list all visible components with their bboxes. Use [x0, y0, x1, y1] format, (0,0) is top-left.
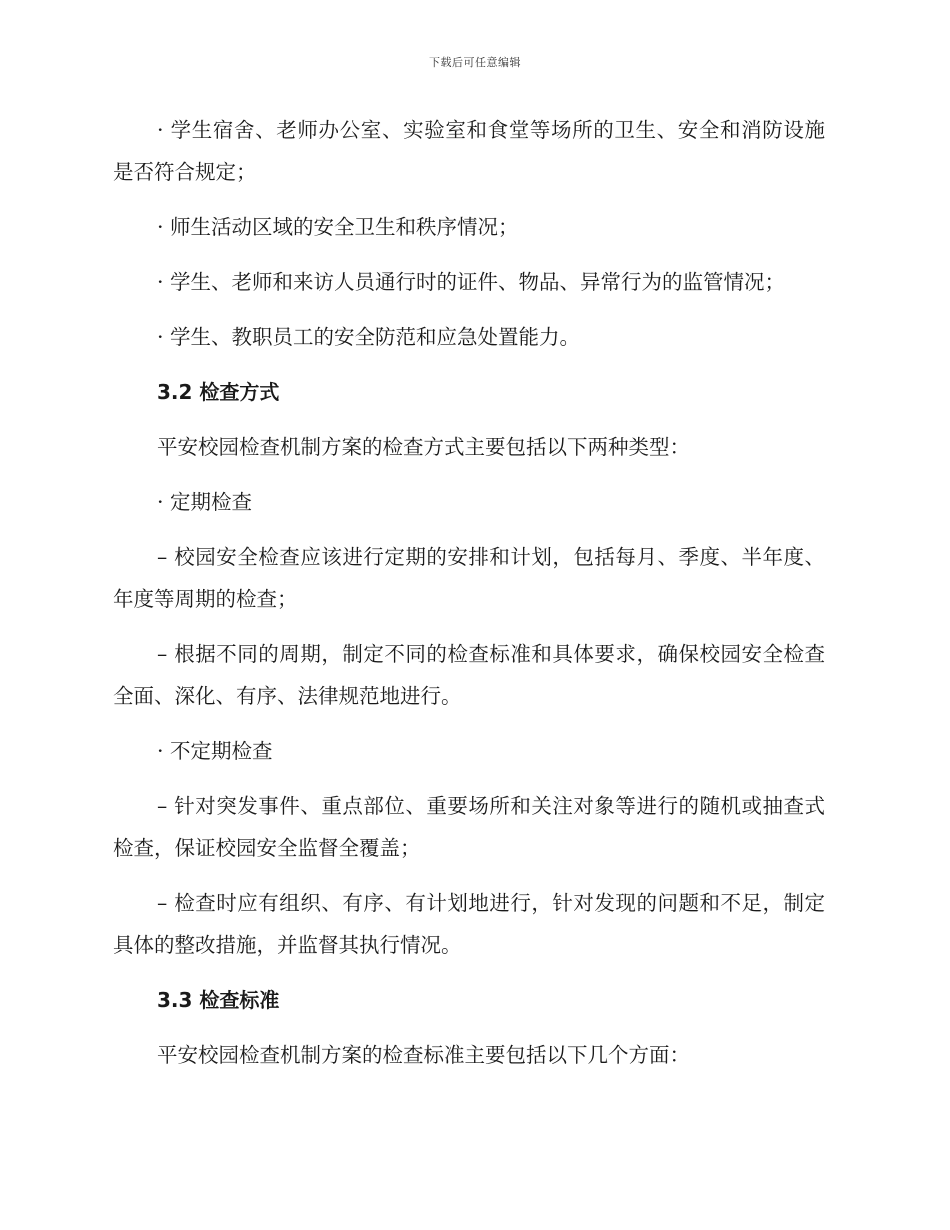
- page-header: 下载后可任意编辑: [429, 56, 521, 69]
- section-heading-3-3: 3.3 检查标准: [157, 988, 280, 1012]
- bullet-irregular-inspection: · 不定期检查: [157, 739, 273, 763]
- irregular-inspection-process: – 检查时应有组织、有序、有计划地进行，针对发现的问题和不足，制定具体的整改措施，并监督其执行情况。: [113, 891, 825, 957]
- regular-inspection-schedule: – 校园安全检查应该进行定期的安排和计划，包括每月、季度、半年度、年度等周期的检查；: [113, 545, 825, 611]
- irregular-inspection-scope: – 针对突发事件、重点部位、重要场所和关注对象等进行的随机或抽查式检查，保证校园安全监督全覆盖；: [113, 794, 825, 860]
- bullet-activity-areas: · 师生活动区域的安全卫生和秩序情况；: [157, 215, 519, 239]
- intro-inspection-methods: 平安校园检查机制方案的检查方式主要包括以下两种类型：: [157, 435, 690, 459]
- bullet-access-control: · 学生、老师和来访人员通行时的证件、物品、异常行为的监管情况；: [157, 270, 786, 294]
- bullet-regular-inspection: · 定期检查: [157, 490, 253, 514]
- bullet-emergency-ability: · 学生、教职员工的安全防范和应急处置能力。: [157, 325, 581, 349]
- document-body: [113, 109, 825, 1089]
- section-heading-3-2: 3.2 检查方式: [157, 380, 280, 404]
- bullet-facilities: · 学生宿舍、老师办公室、实验室和食堂等场所的卫生、安全和消防设施是否符合规定；: [113, 118, 825, 184]
- intro-inspection-standards: 平安校园检查机制方案的检查标准主要包括以下几个方面：: [157, 1043, 690, 1067]
- regular-inspection-standards: – 根据不同的周期，制定不同的检查标准和具体要求，确保校园安全检查全面、深化、有序、法律规范地进行。: [113, 642, 825, 708]
